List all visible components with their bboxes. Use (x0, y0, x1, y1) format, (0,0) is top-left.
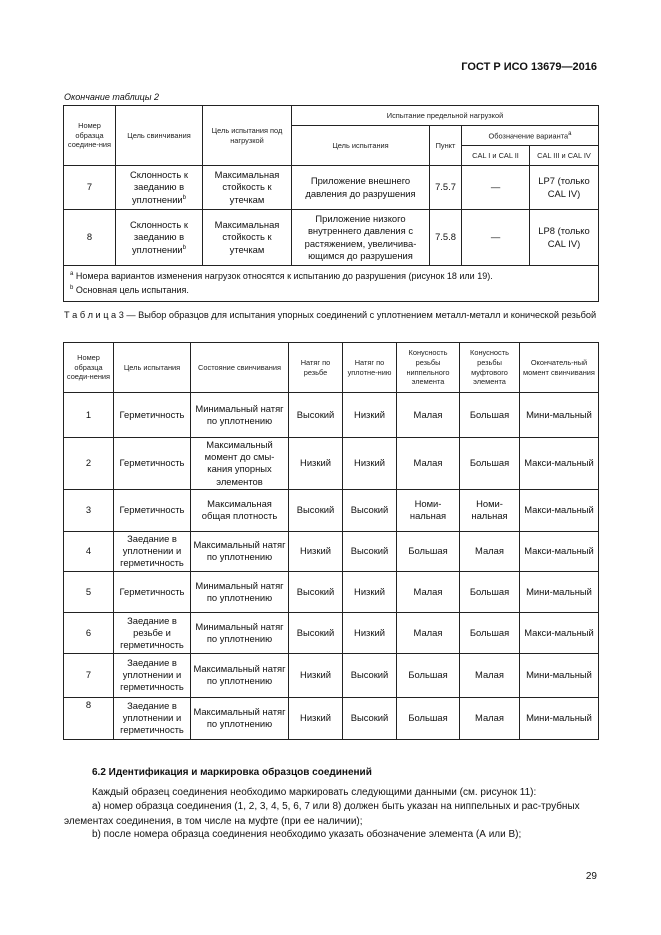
t3-cell-seal: Высокий (343, 653, 397, 697)
table3-caption: Т а б л и ц а 3 — Выбор образцов для испытания упорных соединений с уплотнением металл-металл и конической резьбой (64, 310, 597, 320)
t3-cell-seal: Низкий (343, 438, 397, 490)
t2-header-test-goal: Цель испытания (292, 126, 430, 166)
footnote-mark: b (182, 244, 187, 251)
t2-goal-text: Склонность к заеданию в уплотнении (130, 169, 188, 205)
t3-cell-num: 2 (64, 438, 114, 490)
footnote-text: Основная цель испытания. (75, 284, 189, 295)
table-row (64, 166, 599, 210)
t2-header-seal-goal: Цель свинчивания (116, 106, 203, 166)
footnote-mark: b (70, 284, 74, 291)
t2-header-sample-number: Номер образца соедине-ния (64, 106, 116, 166)
t2-cell-test: Приложение низкого внутреннего давления с растяжением, увеличива-ющимся до разрушения (292, 210, 430, 266)
t2-goal-text: Склонность к заеданию в уплотнении (130, 219, 188, 255)
t3-cell-thread: Высокий (289, 571, 343, 612)
t3-cell-state: Минимальный натяг по уплотнению (191, 571, 289, 612)
t3-header-test-goal: Цель испытания (114, 343, 191, 393)
table-row (64, 393, 599, 438)
t3-cell-seal: Низкий (343, 612, 397, 653)
table-row (64, 612, 599, 653)
t2-cell-clause: 7.5.7 (430, 166, 462, 210)
t2-header-load-goal: Цель испытания под нагрузкой (203, 106, 292, 166)
footnote-mark: a (568, 130, 572, 137)
footnote-b (70, 284, 592, 298)
t3-cell-box-taper: Большая (460, 612, 520, 653)
t3-cell-state: Максимальный натяг по уплотнению (191, 697, 289, 739)
t3-cell-torque: Мини-мальный (520, 393, 599, 438)
list-item: b) после номера образца соединения необходимо указать обозначение элемента (А или В); (92, 829, 522, 840)
t3-cell-num: 3 (64, 489, 114, 531)
t2-header-cal34: CAL III и CAL IV (530, 146, 599, 166)
t3-cell-box-taper: Номи-нальная (460, 489, 520, 531)
document-header: ГОСТ Р ИСО 13679—2016 (461, 61, 597, 73)
t3-cell-goal: Заедание в резьбе и герметичность (114, 612, 191, 653)
table-row (64, 531, 599, 571)
t2-cell-cal12: — (462, 166, 530, 210)
t3-cell-thread: Низкий (289, 697, 343, 739)
t2-cell-test: Приложение внешнего давления до разрушения (292, 166, 430, 210)
table-row (64, 489, 599, 531)
t3-cell-thread: Высокий (289, 393, 343, 438)
t3-header-makeup-state: Состояние свинчивания (191, 343, 289, 393)
t3-cell-num: 5 (64, 571, 114, 612)
t3-cell-box-taper: Малая (460, 531, 520, 571)
t2-header-variant-label: Обозначение варианта (488, 131, 569, 141)
paragraph: Каждый образец соединения необходимо маркировать следующими данными (см. рисунок 11): (92, 787, 537, 798)
page-number: 29 (585, 871, 597, 882)
section-title: 6.2 Идентификация и маркировка образцов соединений (92, 767, 372, 778)
table-row (64, 653, 599, 697)
t3-cell-box-taper: Большая (460, 393, 520, 438)
t3-cell-torque: Мини-мальный (520, 653, 599, 697)
t3-cell-state: Максимальный момент до смы-кания упорных элементов (191, 438, 289, 490)
t3-header-final-torque: Окончатель-ный момент свинчивания (520, 343, 599, 393)
t3-cell-pin-taper: Малая (397, 393, 460, 438)
t3-cell-pin-taper: Номи-нальная (397, 489, 460, 531)
t3-cell-num: 4 (64, 531, 114, 571)
t3-cell-seal: Низкий (343, 393, 397, 438)
t3-cell-torque: Мини-мальный (520, 571, 599, 612)
table2-caption: Окончание таблицы 2 (64, 92, 159, 102)
t3-cell-pin-taper: Большая (397, 653, 460, 697)
t3-cell-goal: Заедание в уплотнении и герметичность (114, 653, 191, 697)
t3-cell-goal: Герметичность (114, 438, 191, 490)
t2-header-clause: Пункт (430, 126, 462, 166)
t3-cell-box-taper: Большая (460, 571, 520, 612)
t3-cell-thread: Низкий (289, 653, 343, 697)
table-row (64, 571, 599, 612)
t3-cell-torque: Макси-мальный (520, 489, 599, 531)
t3-cell-pin-taper: Большая (397, 531, 460, 571)
t3-cell-pin-taper: Малая (397, 438, 460, 490)
t3-cell-thread: Высокий (289, 489, 343, 531)
t2-cell-load-goal: Максимальная стойкость к утечкам (203, 210, 292, 266)
t3-header-seal-interference: Натяг по уплотне-нию (343, 343, 397, 393)
t2-cell-cal34: LP8 (только CAL IV) (530, 210, 599, 266)
t3-cell-state: Максимальная общая плотность (191, 489, 289, 531)
t3-cell-state: Минимальный натяг по уплотнению (191, 612, 289, 653)
t3-cell-thread: Высокий (289, 612, 343, 653)
footnote-mark: b (182, 194, 187, 201)
t3-cell-state: Минимальный натяг по уплотнению (191, 393, 289, 438)
t3-header-sample-number: Номер образца соеди-нения (64, 343, 114, 393)
t2-cell-clause: 7.5.8 (430, 210, 462, 266)
footnote-text: Номера вариантов изменения нагрузок относятся к испытанию до разрушения (рисунок 18 или 19). (75, 270, 493, 281)
t3-cell-pin-taper: Большая (397, 697, 460, 739)
t3-cell-torque: Макси-мальный (520, 612, 599, 653)
t2-cell-num: 8 (64, 210, 116, 266)
t3-header-pin-taper: Конусность резьбы ниппельного элемента (397, 343, 460, 393)
list-item: а) номер образца соединения (1, 2, 3, 4, 5, 6, 7 или 8) должен быть указан на ниппельных и рас-трубных элементах соединения, в том числе на муфте (при ее наличии); (64, 801, 580, 827)
t3-cell-goal: Заедание в уплотнении и герметичность (114, 697, 191, 739)
t2-header-variant (462, 126, 599, 146)
t3-cell-torque: Макси-мальный (520, 531, 599, 571)
table3 (63, 342, 599, 740)
footnote-mark: a (70, 270, 74, 277)
t3-cell-seal: Высокий (343, 697, 397, 739)
t2-cell-cal12: — (462, 210, 530, 266)
table-row (64, 697, 599, 739)
t3-cell-num: 8 (64, 697, 114, 739)
t3-cell-thread: Низкий (289, 531, 343, 571)
t3-cell-num: 6 (64, 612, 114, 653)
table-row (64, 210, 599, 266)
t2-cell-goal (116, 210, 203, 266)
t3-header-box-taper: Конусность резьбы муфтового элемента (460, 343, 520, 393)
t3-cell-state: Максимальный натяг по уплотнению (191, 531, 289, 571)
t3-cell-goal: Герметичность (114, 393, 191, 438)
t3-cell-goal: Заедание в уплотнении и герметичность (114, 531, 191, 571)
t3-cell-seal: Высокий (343, 531, 397, 571)
t3-cell-torque: Мини-мальный (520, 697, 599, 739)
t3-header-thread-interference: Натяг по резьбе (289, 343, 343, 393)
t2-cell-cal34: LP7 (только CAL IV) (530, 166, 599, 210)
t3-cell-box-taper: Большая (460, 438, 520, 490)
table2 (63, 105, 599, 302)
t3-cell-num: 7 (64, 653, 114, 697)
table-row (64, 438, 599, 490)
t3-cell-pin-taper: Малая (397, 612, 460, 653)
t3-cell-box-taper: Малая (460, 697, 520, 739)
t2-cell-goal (116, 166, 203, 210)
t3-cell-seal: Низкий (343, 571, 397, 612)
t3-cell-num: 1 (64, 393, 114, 438)
t2-cell-num: 7 (64, 166, 116, 210)
t3-cell-seal: Высокий (343, 489, 397, 531)
t2-header-limit-load: Испытание предельной нагрузкой (292, 106, 599, 126)
t3-cell-thread: Низкий (289, 438, 343, 490)
t3-cell-box-taper: Малая (460, 653, 520, 697)
footnote-a (70, 270, 592, 284)
t3-cell-pin-taper: Малая (397, 571, 460, 612)
t2-cell-load-goal: Максимальная стойкость к утечкам (203, 166, 292, 210)
t2-header-cal12: CAL I и CAL II (462, 146, 530, 166)
t3-cell-goal: Герметичность (114, 571, 191, 612)
t3-cell-torque: Макси-мальный (520, 438, 599, 490)
t3-cell-goal: Герметичность (114, 489, 191, 531)
t3-cell-state: Максимальный натяг по уплотнению (191, 653, 289, 697)
t2-notes (64, 266, 599, 302)
